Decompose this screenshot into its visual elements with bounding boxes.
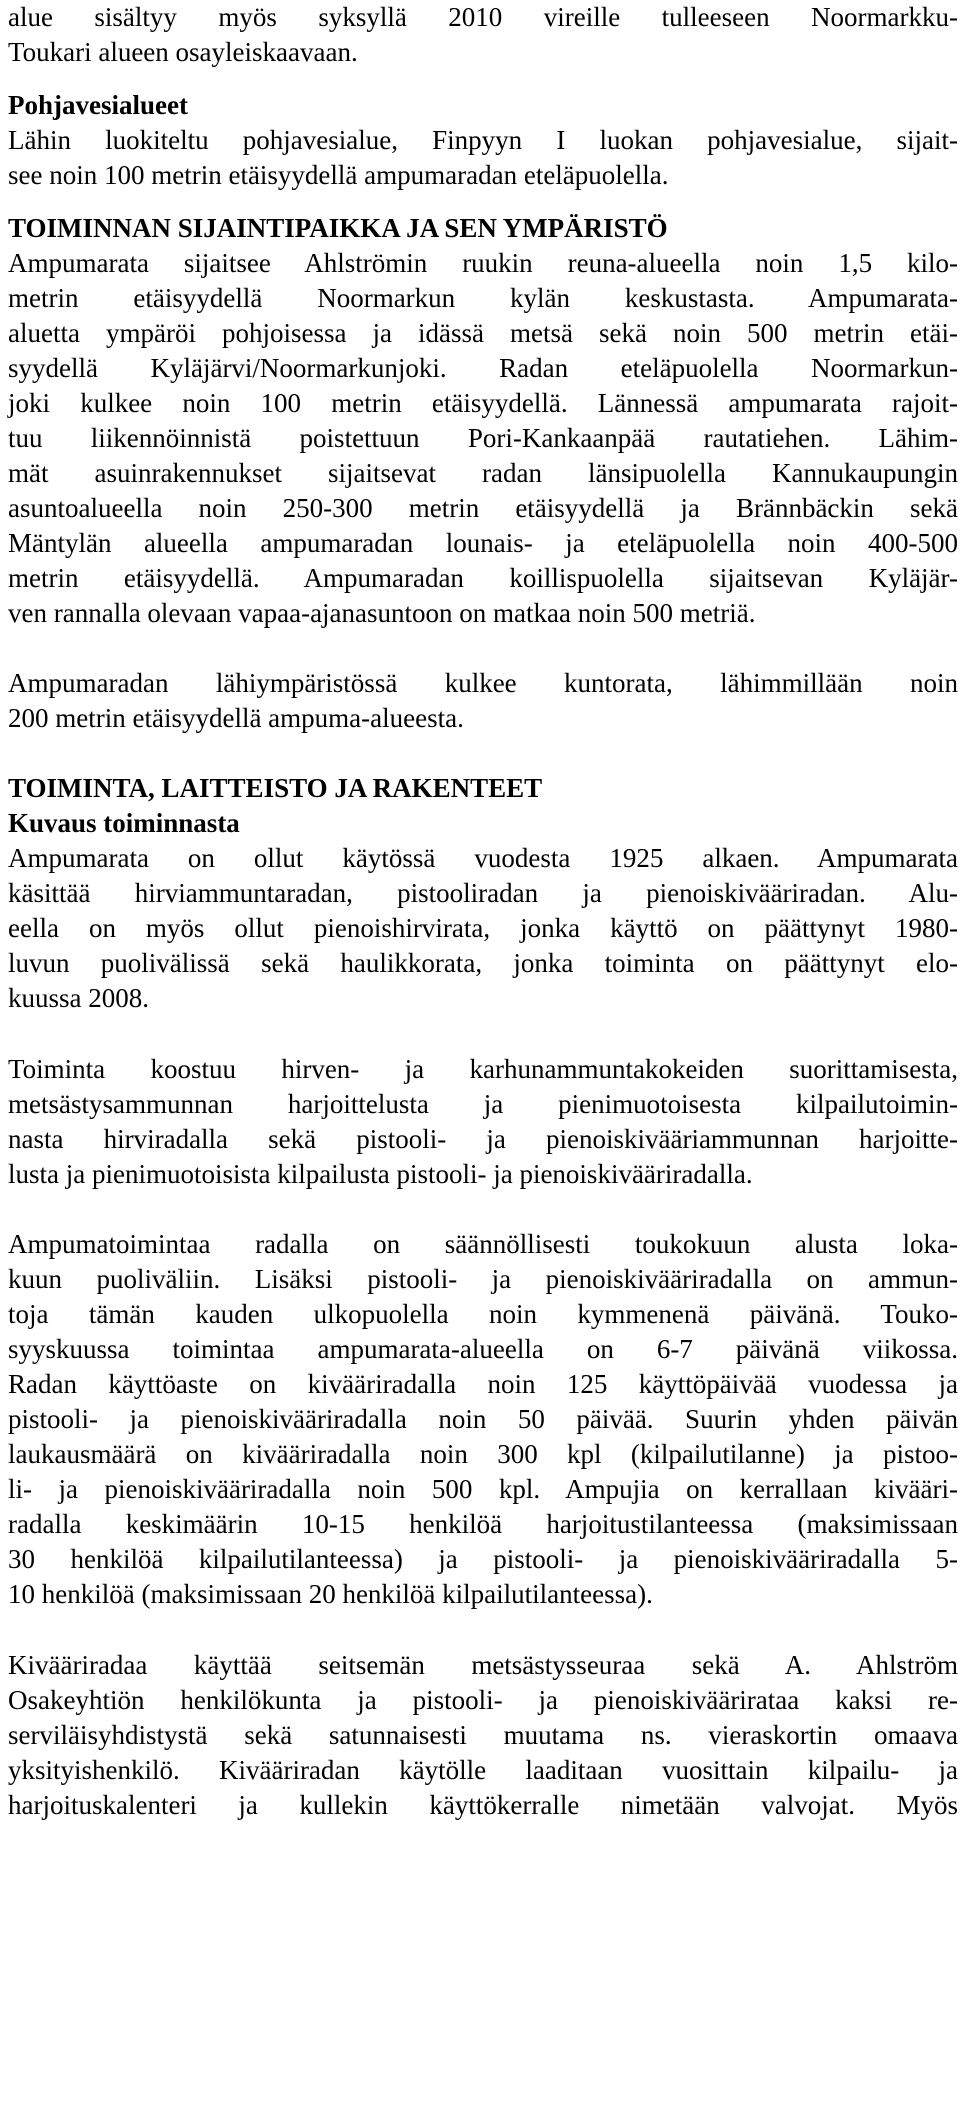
text-line: eella on myös ollut pienoishirvirata, jonka käyttö on päättynyt 1980- (8, 913, 958, 943)
section-subheading: Kuvaus toiminnasta (8, 808, 240, 838)
text-line: lusta ja pienimuotoisista kilpailusta pistooli- ja pienoiskivääriradalla. (8, 1159, 753, 1189)
text-line: metrin etäisyydellä Noormarkun kylän keskustasta. Ampumarata- (8, 283, 958, 313)
section-heading: Pohjavesialueet (8, 90, 188, 120)
text-line: joki kulkee noin 100 metrin etäisyydellä. Lännessä ampumarata rajoit- (8, 388, 958, 418)
text-line: Toiminta koostuu hirven- ja karhunammuntakokeiden suorittamisesta, (8, 1054, 958, 1084)
text-line: Mäntylän alueella ampumaradan lounais- ja eteläpuolella noin 400-500 (8, 528, 958, 558)
text-line: see noin 100 metrin etäisyydellä ampumaradan eteläpuolella. (8, 160, 669, 190)
text-line: serviläisyhdistystä sekä satunnaisesti muutama ns. vieraskortin omaava (8, 1720, 958, 1750)
text-line: Ampumarata on ollut käytössä vuodesta 1925 alkaen. Ampumarata (8, 843, 958, 873)
text-line: metrin etäisyydellä. Ampumaradan koillispuolella sijaitsevan Kyläjär- (8, 563, 958, 593)
text-line: ven rannalla olevaan vapaa-ajanasuntoon on matkaa noin 500 metriä. (8, 598, 756, 628)
text-line: toja tämän kauden ulkopuolella noin kymmenenä päivänä. Touko- (8, 1299, 958, 1329)
text-line: kuussa 2008. (8, 983, 149, 1013)
text-line: Ampumatoimintaa radalla on säännöllisesti toukokuun alusta loka- (8, 1229, 958, 1259)
text-line: 30 henkilöä kilpailutilanteessa) ja pistooli- ja pienoiskivääriradalla 5- (8, 1544, 958, 1574)
text-line: käsittää hirviammuntaradan, pistooliradan ja pienoiskivääriradan. Alu- (8, 878, 958, 908)
text-line: 10 henkilöä (maksimissaan 20 henkilöä kilpailutilanteessa). (8, 1579, 653, 1609)
text-line: laukausmäärä on kivääriradalla noin 300 kpl (kilpailutilanne) ja pistoo- (8, 1439, 958, 1469)
text-line: syyskuussa toimintaa ampumarata-alueella on 6-7 päivänä viikossa. (8, 1334, 958, 1364)
text-line: radalla keskimäärin 10-15 henkilöä harjoitustilanteessa (maksimissaan (8, 1509, 958, 1539)
text-line: Lähin luokiteltu pohjavesialue, Finpyyn I luokan pohjavesialue, sijait- (8, 125, 958, 155)
text-line: yksityishenkilö. Kivääriradan käytölle laaditaan vuosittain kilpailu- ja (8, 1755, 958, 1785)
text-line: syydellä Kyläjärvi/Noormarkunjoki. Radan eteläpuolella Noormarkun- (8, 353, 958, 383)
text-line: pistooli- ja pienoiskivääriradalla noin 50 päivää. Suurin yhden päivän (8, 1404, 958, 1434)
section-heading: TOIMINTA, LAITTEISTO JA RAKENTEET (8, 773, 543, 803)
text-line: harjoituskalenteri ja kullekin käyttökerralle nimetään valvojat. Myös (8, 1790, 958, 1820)
text-line: Ampumaradan lähiympäristössä kulkee kuntorata, lähimmillään noin (8, 668, 958, 698)
text-line: mät asuinrakennukset sijaitsevat radan länsipuolella Kannukaupungin (8, 458, 958, 488)
text-line: kuun puoliväliin. Lisäksi pistooli- ja pienoiskivääriradalla on ammun- (8, 1264, 958, 1294)
text-line: alue sisältyy myös syksyllä 2010 vireille tulleeseen Noormarkku- (8, 2, 958, 32)
text-line: Kivääriradaa käyttää seitsemän metsästysseuraa sekä A. Ahlström (8, 1650, 958, 1680)
section-heading: TOIMINNAN SIJAINTIPAIKKA JA SEN YMPÄRISTÖ (8, 213, 668, 243)
text-line: luvun puolivälissä sekä haulikkorata, jonka toiminta on päättynyt elo- (8, 948, 958, 978)
text-line: 200 metrin etäisyydellä ampuma-alueesta. (8, 703, 464, 733)
text-line: li- ja pienoiskivääriradalla noin 500 kpl. Ampujia on kerrallaan kivääri- (8, 1474, 958, 1504)
text-line: Toukari alueen osayleiskaavaan. (8, 37, 358, 67)
text-line: Ampumarata sijaitsee Ahlströmin ruukin reuna-alueella noin 1,5 kilo- (8, 248, 958, 278)
text-line: aluetta ympäröi pohjoisessa ja idässä metsä sekä noin 500 metrin etäi- (8, 318, 958, 348)
text-line: Radan käyttöaste on kivääriradalla noin 125 käyttöpäivää vuodessa ja (8, 1369, 958, 1399)
text-line: nasta hirviradalla sekä pistooli- ja pienoiskivääriammunnan harjoitte- (8, 1124, 958, 1154)
text-line: tuu liikennöinnistä poistettuun Pori-Kankaanpää rautatiehen. Lähim- (8, 423, 958, 453)
text-line: asuntoalueella noin 250-300 metrin etäisyydellä ja Brännbäckin sekä (8, 493, 958, 523)
text-line: Osakeyhtiön henkilökunta ja pistooli- ja pienoiskiväärirataa kaksi re- (8, 1685, 958, 1715)
text-line: metsästysammunnan harjoittelusta ja pienimuotoisesta kilpailutoimin- (8, 1089, 958, 1119)
